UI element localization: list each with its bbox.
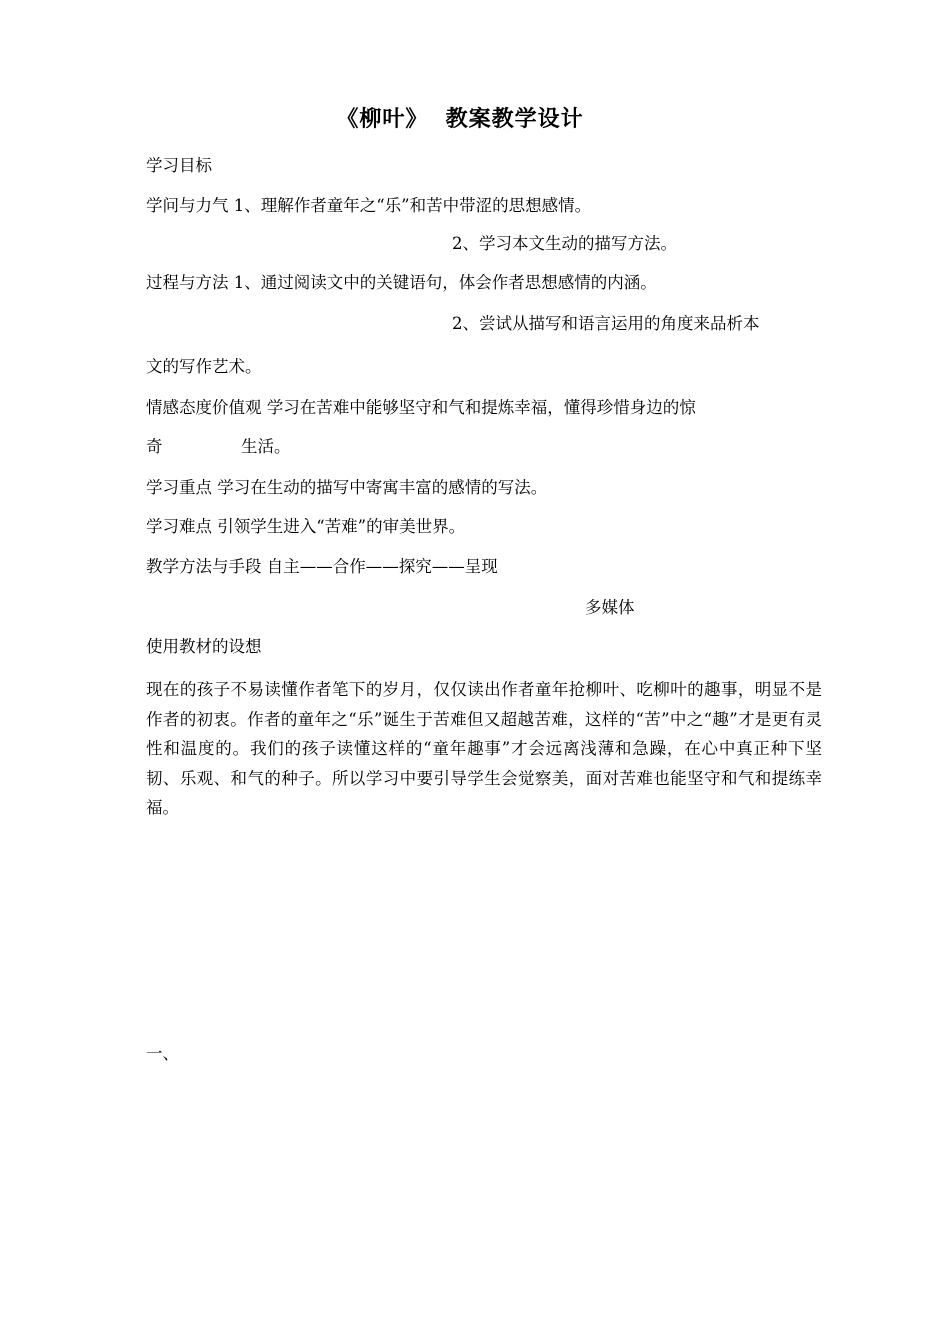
key-point: 学习重点 学习在生动的描写中寄寓丰富的感情的写法。 [146, 478, 548, 497]
teaching-methods: 教学方法与手段 自主——合作——探究——呈现 [146, 557, 498, 576]
process-goal-line-3: 文的写作艺术。 [146, 357, 262, 376]
difficulty-point: 学习难点 引领学生进入“苦难”的审美世界。 [146, 517, 466, 536]
knowledge-goal-line-1: 学问与力气 1、理解作者童年之“乐”和苦中带涩的思想感情。 [146, 196, 592, 215]
process-goal-line-1: 过程与方法 1、通过阅读文中的关键语句，体会作者思想感情的内涵。 [146, 273, 657, 292]
teaching-media: 多媒体 [585, 598, 635, 617]
process-goal-line-2: 2、尝试从描写和语言运用的角度来品析本 [452, 314, 760, 333]
goals-heading: 学习目标 [146, 156, 212, 175]
document-title: 《柳叶》 教案教学设计 [336, 107, 584, 132]
section-one-marker: 一、 [146, 1044, 179, 1063]
emotion-goal-line-1: 情感态度价值观 学习在苦难中能够坚守和气和提炼幸福，懂得珍惜身边的惊 [146, 398, 696, 417]
emotion-goal-line-2-end: 生活。 [241, 437, 291, 456]
material-paragraph: 现在的孩子不易读懂作者笔下的岁月，仅仅读出作者童年抢柳叶、吃柳叶的趣事，明显不是作者的初衷。作者的童年之“乐”诞生于苦难但又超越苦难，这样的“苦”中之“趣”才是更有灵性和温度的。我们的孩子读懂这样的“童年趣事”才会远离浅薄和急躁，在心中真正种下坚韧、乐观、和气的种子。所以学习中要引导学生会觉察美，面对苦难也能坚守和气和提练幸福。 [146, 680, 822, 818]
emotion-goal-line-2-start: 奇 [146, 437, 163, 456]
knowledge-goal-line-2: 2、学习本文生动的描写方法。 [452, 234, 677, 253]
material-heading: 使用教材的设想 [146, 637, 262, 656]
